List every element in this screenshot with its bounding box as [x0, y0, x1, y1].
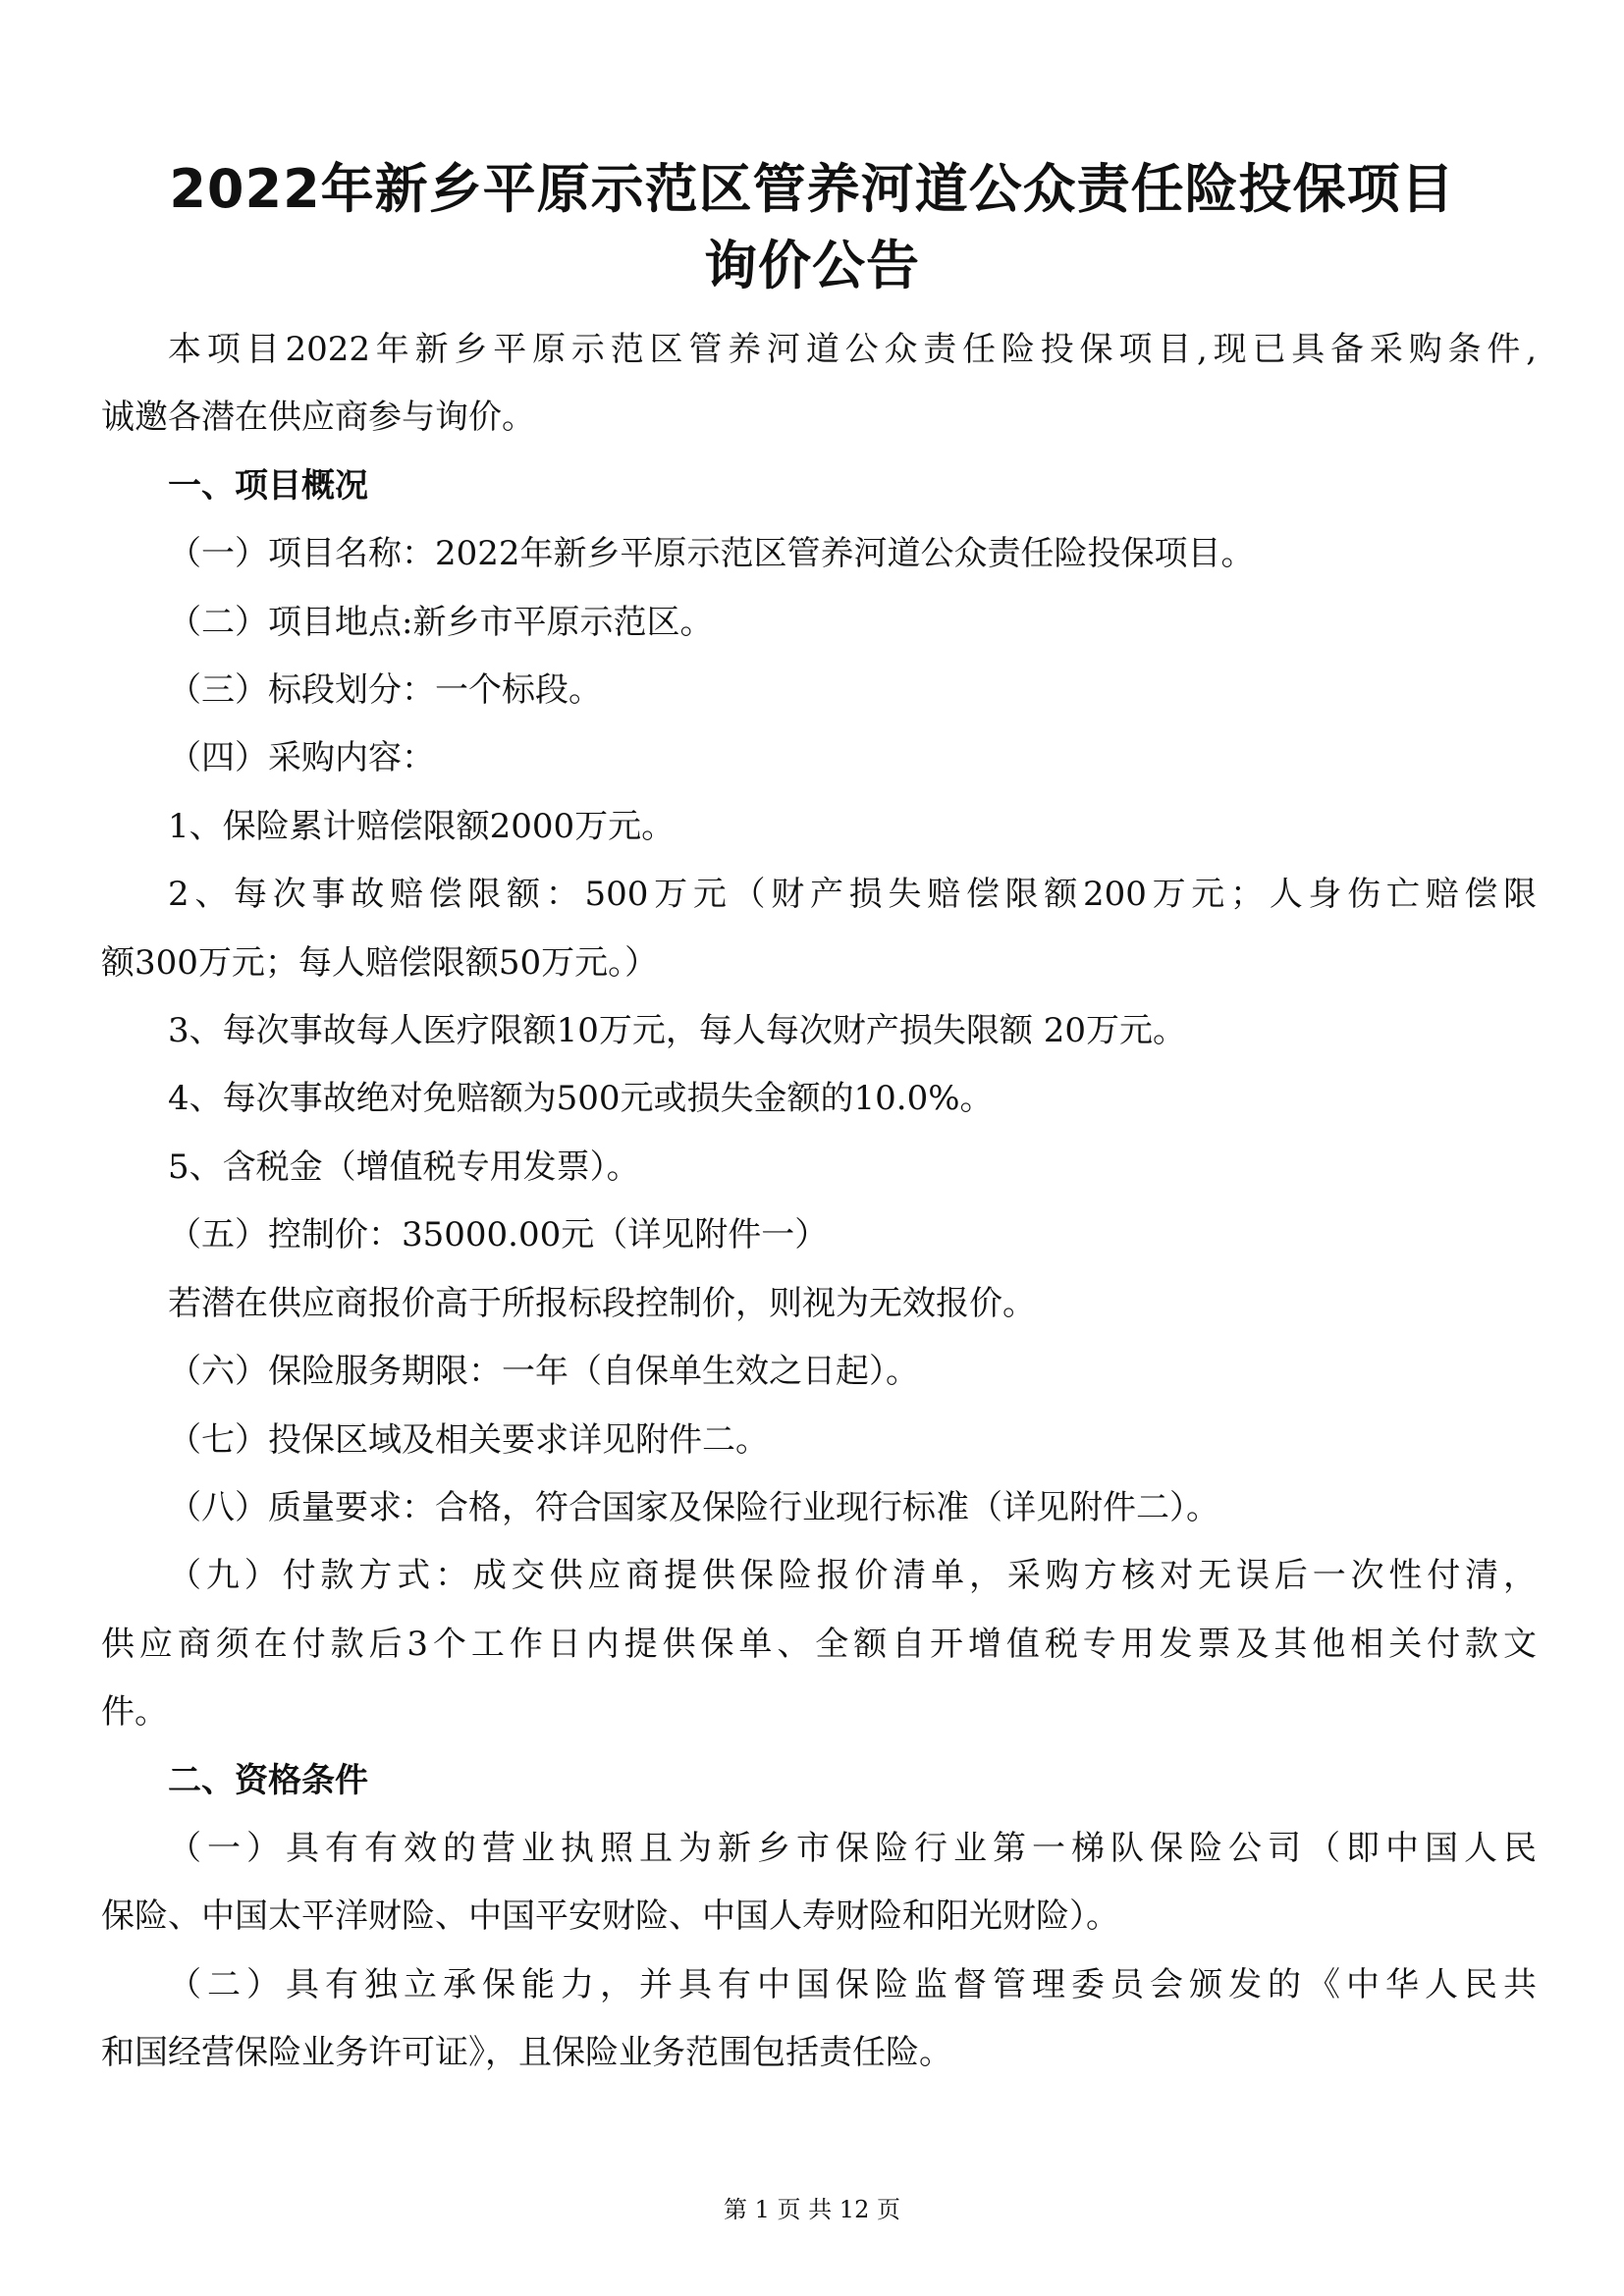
document-body	[101, 316, 1537, 2088]
service-period-item: （六）保险服务期限：一年（自保单生效之日起）。	[168, 1352, 919, 1392]
page-number-footer: 第 1 页 共 12 页	[724, 2196, 900, 2223]
content-item-3: 3、每次事故每人医疗限额10万元，每人每次财产损失限额 20万元。	[168, 1011, 1186, 1051]
control-price-item: （五）控制价：35000.00元（详见附件一）	[168, 1215, 829, 1255]
section-1-heading: 一、项目概况	[168, 465, 368, 506]
qualification-2-line-1: （二）具有独立承保能力，并具有中国保险监督管理委员会颁发的《中华人民共	[168, 1964, 1537, 2004]
qualification-1-line-2: 保险、中国太平洋财险、中国平安财险、中国人寿财险和阳光财险）。	[101, 1896, 1119, 1937]
document-title-line-2: 询价公告	[704, 235, 920, 296]
intro-paragraph-line-1: 本项目2022年新乡平原示范区管养河道公众责任险投保项目,现已具备采购条件,	[168, 330, 1537, 369]
content-item-4: 4、每次事故绝对免赔额为500元或损失金额的10.0%。	[168, 1079, 994, 1119]
project-location-item: （二）项目地点:新乡市平原示范区。	[168, 602, 714, 642]
payment-method-line-2: 供应商须在付款后3个工作日内提供保单、全额自开增值税专用发票及其他相关付款文	[101, 1624, 1537, 1664]
content-item-2-line-2: 额300万元；每人赔偿限额50万元。）	[101, 942, 659, 983]
quality-requirement-item: （八）质量要求：合格，符合国家及保险行业现行标准（详见附件二）。	[168, 1487, 1219, 1527]
document-title-line-1: 2022年新乡平原示范区管养河道公众责任险投保项目	[169, 158, 1455, 220]
qualification-2-line-2: 和国经营保险业务许可证》，且保险业务范围包括责任险。	[101, 2033, 952, 2073]
payment-method-line-3: 件。	[101, 1692, 168, 1733]
qualification-1-line-1: （一）具有有效的营业执照且为新乡市保险行业第一梯队保险公司（即中国人民	[168, 1828, 1537, 1868]
lot-division-item: （三）标段划分：一个标段。	[168, 670, 602, 711]
section-2-heading: 二、资格条件	[168, 1760, 368, 1800]
project-name-item: （一）项目名称：2022年新乡平原示范区管养河道公众责任险投保项目。	[168, 534, 1255, 574]
content-item-2-line-1: 2、每次事故赔偿限额：500万元（财产损失赔偿限额200万元；人身伤亡赔偿限	[168, 875, 1537, 915]
intro-paragraph-line-2: 诚邀各潜在供应商参与询价。	[101, 398, 535, 438]
content-item-1: 1、保险累计赔偿限额2000万元。	[168, 806, 676, 846]
content-item-5: 5、含税金（增值税专用发票）。	[168, 1147, 640, 1187]
procurement-content-item: （四）采购内容：	[168, 738, 435, 778]
payment-method-line-1: （九）付款方式：成交供应商提供保险报价清单，采购方核对无误后一次性付清，	[168, 1556, 1537, 1596]
control-price-note: 若潜在供应商报价高于所报标段控制价，则视为无效报价。	[168, 1283, 1036, 1323]
insured-area-item: （七）投保区域及相关要求详见附件二。	[168, 1419, 769, 1460]
